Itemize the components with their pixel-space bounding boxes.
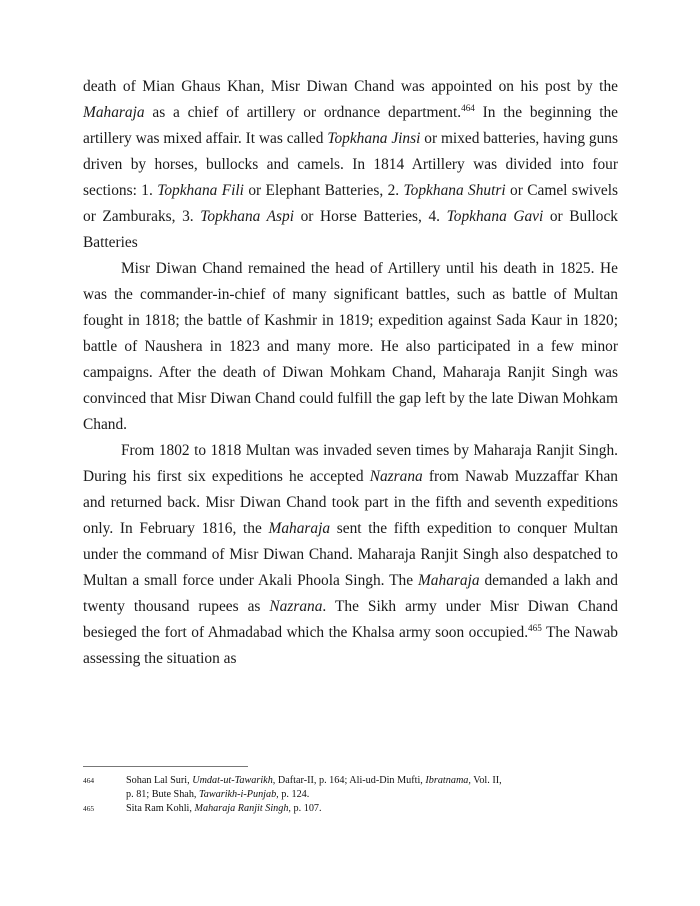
text-run: demanded a lakh and twenty thousand rupees as — [83, 572, 618, 615]
italic-term: Topkhana Jinsi — [327, 130, 421, 147]
text-run: Sohan Lal Suri, — [126, 775, 193, 786]
para-head-of-artillery — [83, 256, 618, 438]
footnote-reference-465[interactable]: 465 — [528, 622, 542, 633]
text-run: . The Sikh army under Misr Diwan Chand besieged the fort of Ahmadabad which the Khalsa army soon occupied. — [83, 598, 618, 641]
text-run: or mixed batteries, having guns driven by horses, bullocks and camels. In 1814 Artillery was divided into four sections: 1. — [83, 130, 618, 199]
italic-term: Tawarikh-i-Punjab, — [199, 788, 279, 800]
para-multan-expeditions — [83, 438, 618, 672]
italic-term: Ibratnama, — [425, 775, 471, 786]
italic-term: Nazrana — [269, 598, 323, 615]
footnote-464 — [83, 774, 618, 801]
text-run: From 1802 to 1818 Multan was invaded seven times by Maharaja Ranjit Singh. During his first six expeditions he accepted — [83, 442, 618, 485]
italic-term: Maharaja — [83, 104, 145, 121]
footnote-line — [126, 788, 618, 802]
italic-term: Nazrana — [369, 468, 423, 485]
text-run: The Nawab assessing the situation as — [83, 624, 618, 667]
text-run: Misr Diwan Chand remained the head of Artillery until his death in 1825. He was the commander-in-chief of many significant battles, such as battle of Multan fought in 1818; the battle of Kashmir in 1819; expedition against Sada Kaur in 1820; battle of Naushera in 1823 and many more. He also participated in a few minor campaigns. After the death of Diwan Mohkam Chand, Maharaja Ranjit Singh was convinced that Misr Diwan Chand could fulfill the gap left by the late Diwan Mohkam Chand. — [83, 260, 618, 433]
footnote-number-464[interactable]: 464 — [83, 776, 95, 785]
text-run: p. 81; Bute Shah, — [126, 788, 200, 800]
text-run: or Camel swivels or Zamburaks, 3. — [83, 182, 618, 225]
footnote-reference-464[interactable]: 464 — [461, 102, 475, 113]
text-run: sent the fifth expedition to conquer Multan under the command of Misr Diwan Chand. Maharaja Ranjit Singh also despatched to Multan a small force under Akali Phoola Singh. The — [83, 520, 618, 589]
text-run: p. 107. — [290, 803, 322, 815]
footnote-area — [83, 766, 618, 817]
italic-term: Umdat-ut-Tawarikh, — [192, 775, 276, 786]
footnote-465 — [83, 802, 618, 816]
text-run: p. 124. — [278, 788, 310, 800]
text-run: or Bullock Batteries — [83, 208, 618, 251]
footnote-list — [83, 774, 618, 816]
italic-term: Topkhana Fili — [157, 182, 244, 199]
text-run: In the beginning the artillery was mixed affair. It was called — [83, 104, 618, 147]
footnote-line — [126, 802, 618, 816]
body-text-column — [83, 74, 618, 672]
text-run: Sita Ram Kohli, — [126, 803, 195, 815]
text-run: death of Mian Ghaus Khan, Misr Diwan Chand was appointed on his post by the — [83, 78, 618, 95]
footnote-number-465[interactable]: 465 — [83, 804, 95, 814]
text-run: or Elephant Batteries, 2. — [243, 182, 404, 199]
italic-term: Topkhana Aspi — [200, 208, 295, 225]
text-run: Daftar-II, p. 164; Ali-ud-Din Mufti, — [275, 775, 426, 786]
italic-term: Maharaja — [417, 572, 480, 589]
italic-term: Topkhana Shutri — [403, 182, 506, 199]
footnote-separator-rule — [83, 766, 248, 767]
text-run: as a chief of artillery or ordnance department. — [144, 104, 462, 121]
italic-term: Maharaja Ranjit Singh, — [194, 803, 291, 815]
text-run: from Nawab Muzzaffar Khan and returned back. Misr Diwan Chand took part in the fifth and seventh expeditions only. In February 1816, the — [83, 468, 618, 537]
text-run: or Horse Batteries, 4. — [294, 208, 447, 225]
footnote-line — [126, 774, 618, 788]
para-artillery-sections — [83, 74, 618, 256]
text-run: Vol. II, — [470, 775, 502, 786]
italic-term: Topkhana Gavi — [446, 208, 544, 225]
italic-term: Maharaja — [268, 520, 331, 537]
